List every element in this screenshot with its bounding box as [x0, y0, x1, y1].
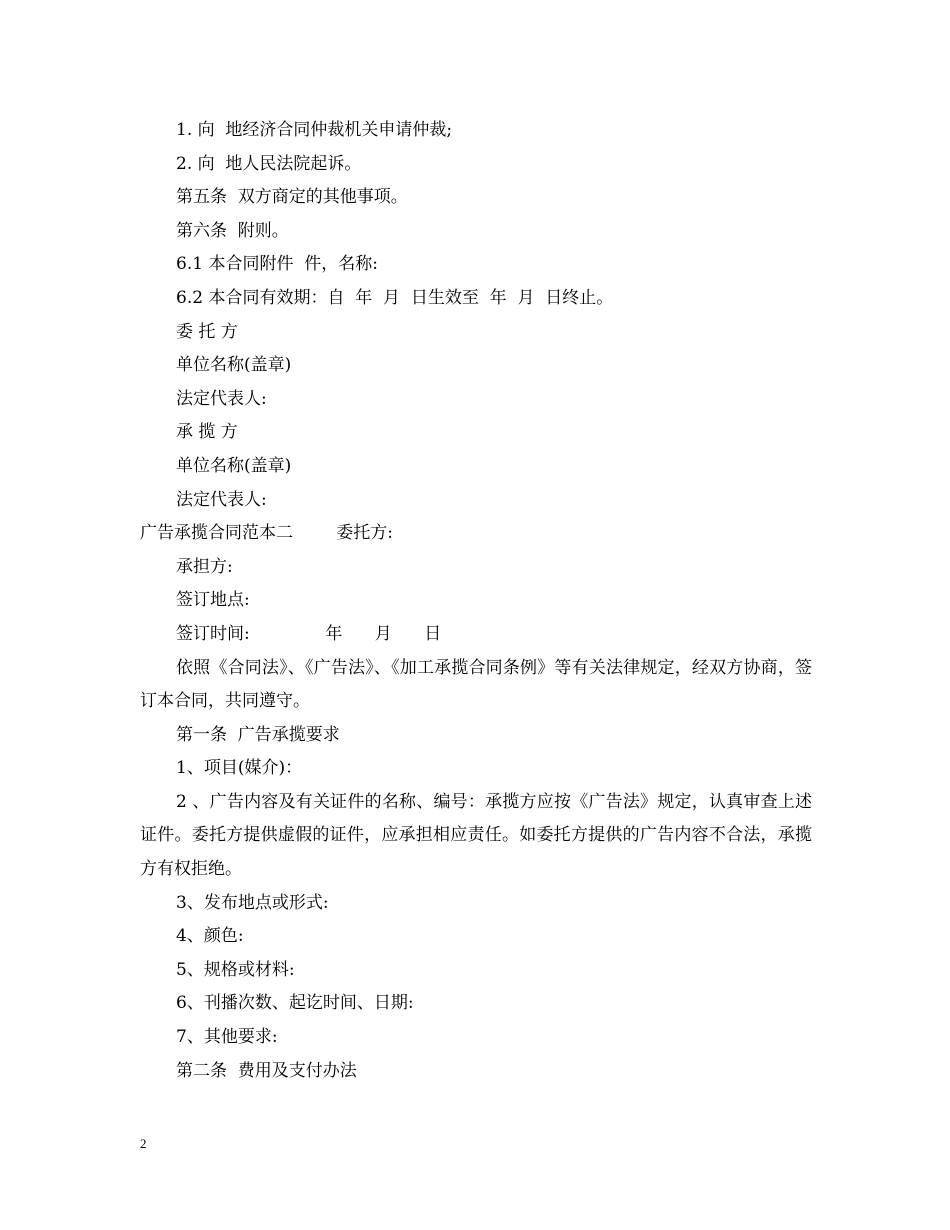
- client-unit-name: 单位名称(盖章): [176, 355, 292, 376]
- lawsuit-clause: 2. 向 地人民法院起诉。: [176, 153, 362, 174]
- undertaker-label: 承担方:: [176, 556, 233, 577]
- intro-paragraph: 依照《合同法》、《广告法》、《加工承揽合同条例》等有关法律规定，经双方协商，签订本合同，共同遵守。: [140, 657, 812, 712]
- second-contract-heading: 广告承揽合同范本二 委托方:: [140, 523, 393, 544]
- item-1: 1、项目(媒介)：: [176, 758, 303, 779]
- clause-6-1: 6.1 本合同附件 件，名称:: [176, 254, 378, 275]
- client-legal-rep: 法定代表人:: [176, 388, 267, 409]
- item-2-paragraph: 2 、广告内容及有关证件的名称、编号：承揽方应按《广告法》规定，认真审查上述证件。委托方提供虚假的证件，应承担相应责任。如委托方提供的广告内容不合法，承揽方有权拒绝。: [140, 791, 812, 880]
- item-5: 5、规格或材料:: [176, 959, 295, 980]
- contractor-legal-rep: 法定代表人:: [176, 489, 267, 510]
- contractor-label: 承 揽 方: [176, 422, 238, 443]
- signing-date: 签订时间: 年 月 日: [176, 623, 442, 644]
- article-1-heading: 第一条 广告承揽要求: [176, 724, 340, 745]
- contractor-unit-name: 单位名称(盖章): [176, 455, 292, 476]
- client-label: 委 托 方: [176, 321, 238, 342]
- item-3: 3、发布地点或形式:: [176, 892, 329, 913]
- arbitration-clause: 1. 向 地经济合同仲裁机关申请仲裁;: [176, 120, 453, 140]
- signing-place: 签订地点:: [176, 590, 250, 611]
- item-7: 7、其他要求:: [176, 1027, 278, 1048]
- item-4: 4、颜色:: [176, 926, 244, 947]
- article-2-heading: 第二条 费用及支付办法: [176, 1060, 357, 1081]
- clause-6-2: 6.2 本合同有效期：自 年 月 日生效至 年 月 日终止。: [176, 287, 614, 308]
- item-6: 6、刊播次数、起讫时间、日期:: [176, 993, 414, 1014]
- document-body: [140, 114, 812, 1088]
- page-number: 2: [140, 1136, 147, 1151]
- article-6-heading: 第六条 附则。: [176, 220, 289, 241]
- article-5-heading: 第五条 双方商定的其他事项。: [176, 187, 408, 208]
